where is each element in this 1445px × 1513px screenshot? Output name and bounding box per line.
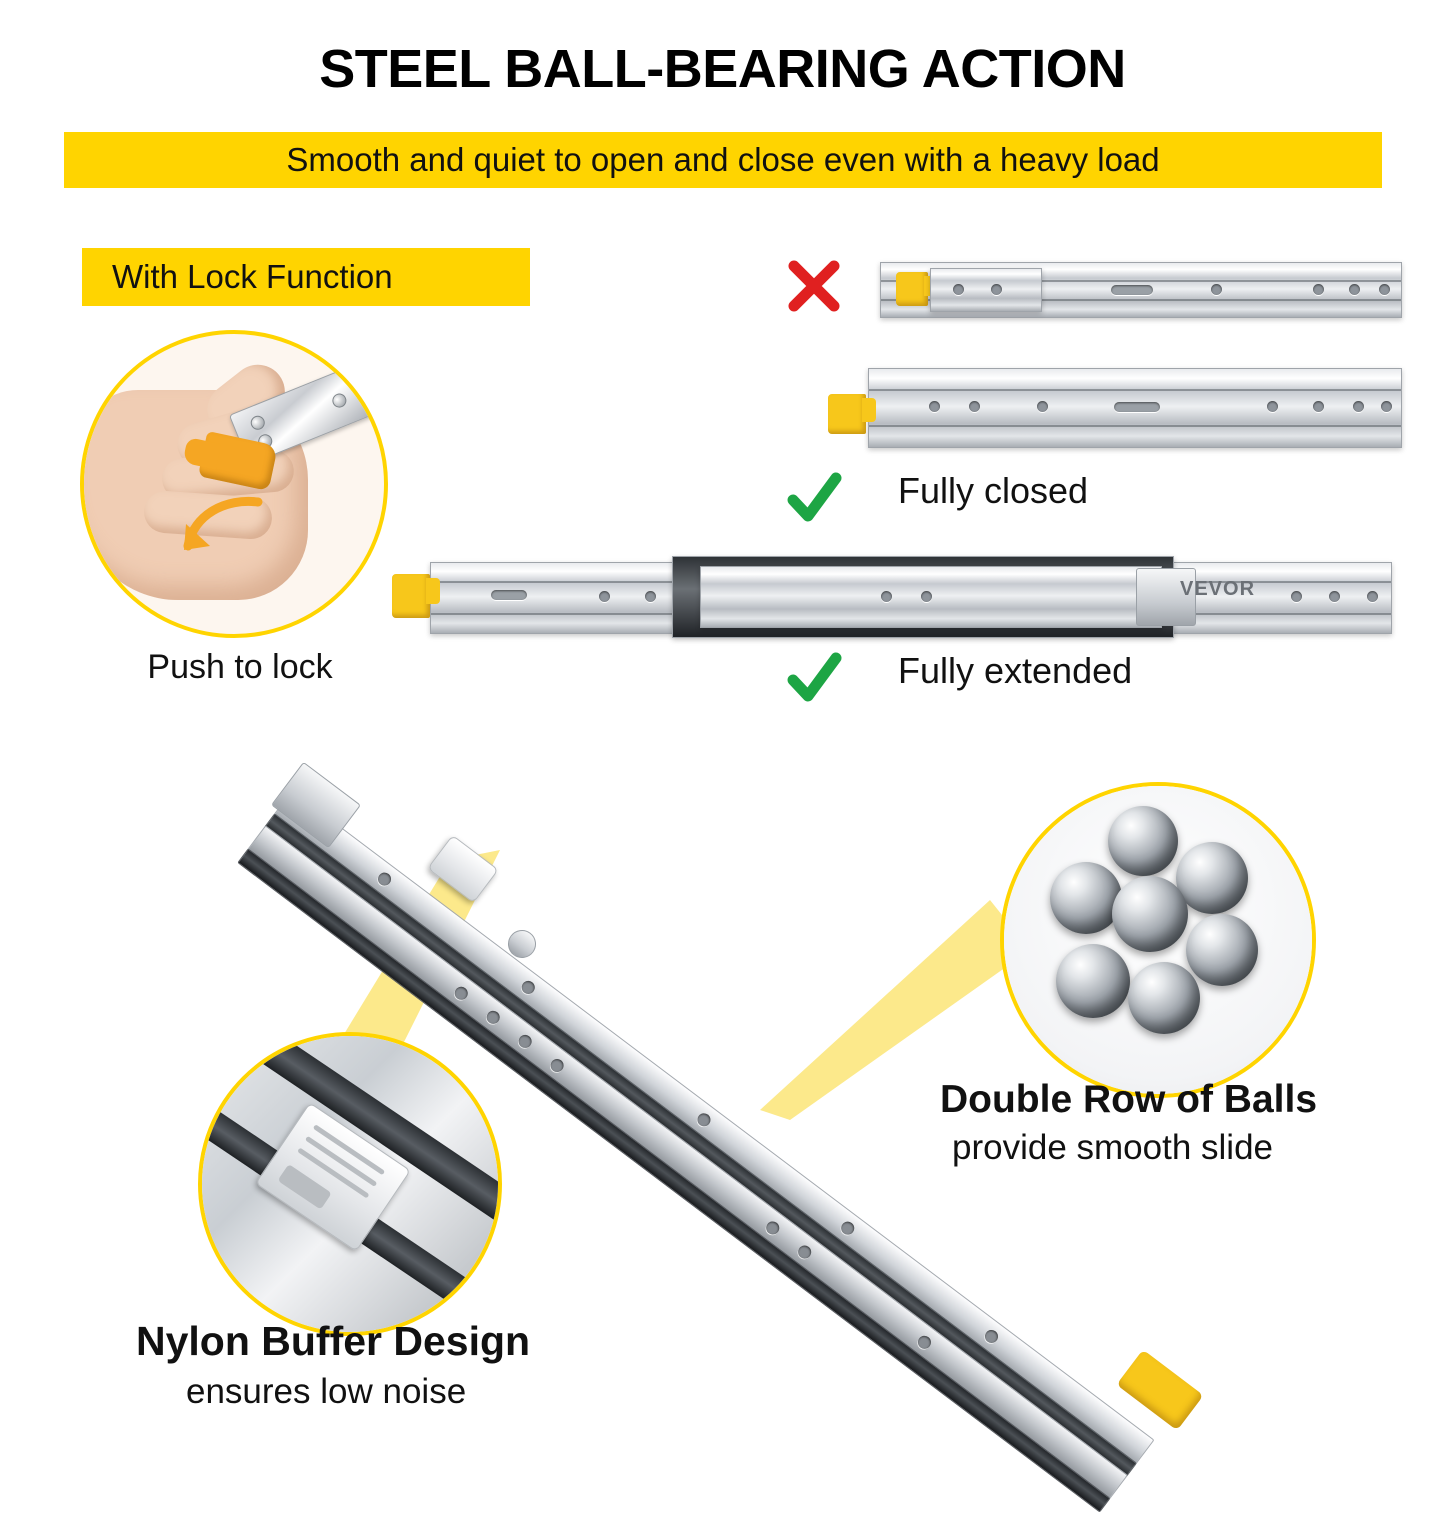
fully-extended-label: Fully extended — [898, 650, 1133, 691]
double-row-balls-callout — [1000, 782, 1316, 1098]
rotation-arrow-icon — [180, 484, 270, 554]
steel-ball — [1056, 944, 1130, 1018]
subtitle-band — [64, 132, 1382, 188]
steel-ball — [1128, 962, 1200, 1034]
page-title: STEEL BALL-BEARING ACTION — [319, 39, 1126, 99]
steel-ball — [1050, 862, 1122, 934]
rail-middle-member — [700, 566, 1162, 628]
rail-inner-member — [930, 268, 1042, 312]
x-mark-icon — [786, 258, 842, 314]
buffer-callout-subtitle: ensures low noise — [186, 1372, 467, 1411]
screw-icon — [249, 414, 267, 432]
nylon-buffer-clip — [427, 835, 499, 903]
steel-ball — [1186, 914, 1258, 986]
brand-mark: VEVOR — [1180, 578, 1256, 600]
steel-ball — [1176, 842, 1248, 914]
yellow-release-tab — [828, 394, 866, 434]
screw-icon — [330, 391, 348, 409]
lock-function-badge — [82, 248, 530, 306]
push-to-lock-illustration — [80, 330, 388, 638]
yellow-release-tab — [392, 574, 430, 618]
balls-callout-title: Double Row of Balls — [940, 1078, 1318, 1121]
rail-fully-closed — [868, 368, 1402, 448]
steel-ball — [1108, 806, 1178, 876]
buffer-callout-title: Nylon Buffer Design — [136, 1318, 531, 1364]
subtitle-text: Smooth and quiet to open and close even with a heavy load — [286, 141, 1160, 178]
fully-closed-label: Fully closed — [898, 470, 1089, 511]
steel-ball — [1112, 876, 1188, 952]
check-mark-icon — [786, 650, 842, 706]
yellow-release-tab — [896, 272, 928, 306]
nylon-buffer-callout — [198, 1032, 502, 1336]
lock-function-label: With Lock Function — [112, 258, 393, 295]
check-mark-icon — [786, 470, 842, 526]
push-to-lock-caption: Push to lock — [147, 648, 333, 686]
yellow-release-tab — [1116, 1350, 1203, 1431]
balls-callout-subtitle: provide smooth slide — [952, 1128, 1273, 1167]
